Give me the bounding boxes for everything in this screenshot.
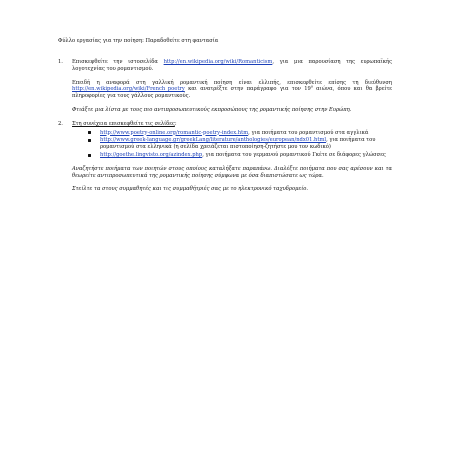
bullet-icon	[88, 139, 91, 142]
link-goethe[interactable]: http://goethe.lingvisto.org/azindex.php	[100, 151, 203, 158]
list-item-1	[58, 59, 392, 114]
list-item-2	[58, 121, 392, 193]
list-item: http://www.greek-language.gr/greekLang/literature/anthologies/european/ndx01.html, για ποιήματα του ρομαντισμού στα ελληνικά (η σελίδα χρειάζεται πιστοποίηση-ζητήστε μου τον κωδικό)	[86, 137, 392, 151]
paragraph-visit-pages: Στη συνέχεια επισκεφθείτε τις σελίδες:	[72, 120, 177, 127]
bullet-icon	[88, 131, 91, 134]
paragraph-romanticism: Επισκεφθείτε την ιστοσελίδα http://en.wikipedia.org/wiki/Romanticism, για μια παρουσίαση της ευρωπαϊκής λογοτεχνίας του ρομαντισμού.	[72, 59, 392, 72]
paragraph-make-list: Φτιάξτε μια λίστα με τους πιο αντιπροσωπευτικούς εκπροσώπους της ρομαντικής ποίησης στην Ευρώπη.	[72, 106, 352, 113]
link-romanticism[interactable]: http://en.wikipedia.org/wiki/Romanticism	[163, 59, 273, 65]
worksheet-title: Φύλλο εργασίας για την ποίηση: Παραδοθείτε στη φαντασία	[58, 38, 219, 44]
link-french-poetry[interactable]: http://en.wikipedia.org/wiki/French_poetry	[72, 86, 185, 93]
list-item: http://www.poetry-online.org/romantic-poetry-index.htm, για ποιήματα του ρομαντισμού στα αγγλικά	[86, 130, 392, 137]
bullet-icon	[88, 154, 91, 157]
link-bullet-list	[72, 130, 392, 159]
paragraph-french-poetry: Επειδή η αναφορά στη γαλλική ρομαντική ποίηση είναι ελλιπής, επισκεφθείτε επίσης τη διεύθυνση http://en.wikipedia.org/wiki/French_poetry και ανατρέξτε στην παράγραφο για τον $19^o$ αιώνα, όπου και θα βρείτε πληροφορίες για τους γάλλους ρομαντικούς.	[72, 79, 392, 100]
paragraph-search-poems: Αναζητήστε ποιήματα των ποιητών στους οποίους καταλήξατε παραπάνω. Διαλέξτε ποιήματα που σας αρέσουν και τα θεωρείτε αντιπροσωπευτικά της ρομαντικής ποίησης σύμφωνα με όσα διαπιστώσατε ως τώρα.	[72, 165, 392, 179]
list-number: 1.	[58, 59, 63, 65]
link-greek-language[interactable]: http://www.greek-language.gr/greekLang/literature/anthologies/european/ndx01.html	[100, 137, 327, 144]
instruction-list	[58, 59, 392, 193]
list-number: 2.	[58, 120, 63, 127]
list-item: http://goethe.lingvisto.org/azindex.php, για ποιήματα του γερμανού ρομαντικού Γκέτε σε διάφορες γλώσσες	[86, 152, 392, 159]
link-poetry-online[interactable]: http://www.poetry-online.org/romantic-poetry-index.htm	[100, 129, 249, 136]
paragraph-send-email: Στείλτε τα στους συμμαθητές και τις συμμαθήτριές σας με το ηλεκτρονικό ταχυδρομείο.	[72, 186, 309, 193]
